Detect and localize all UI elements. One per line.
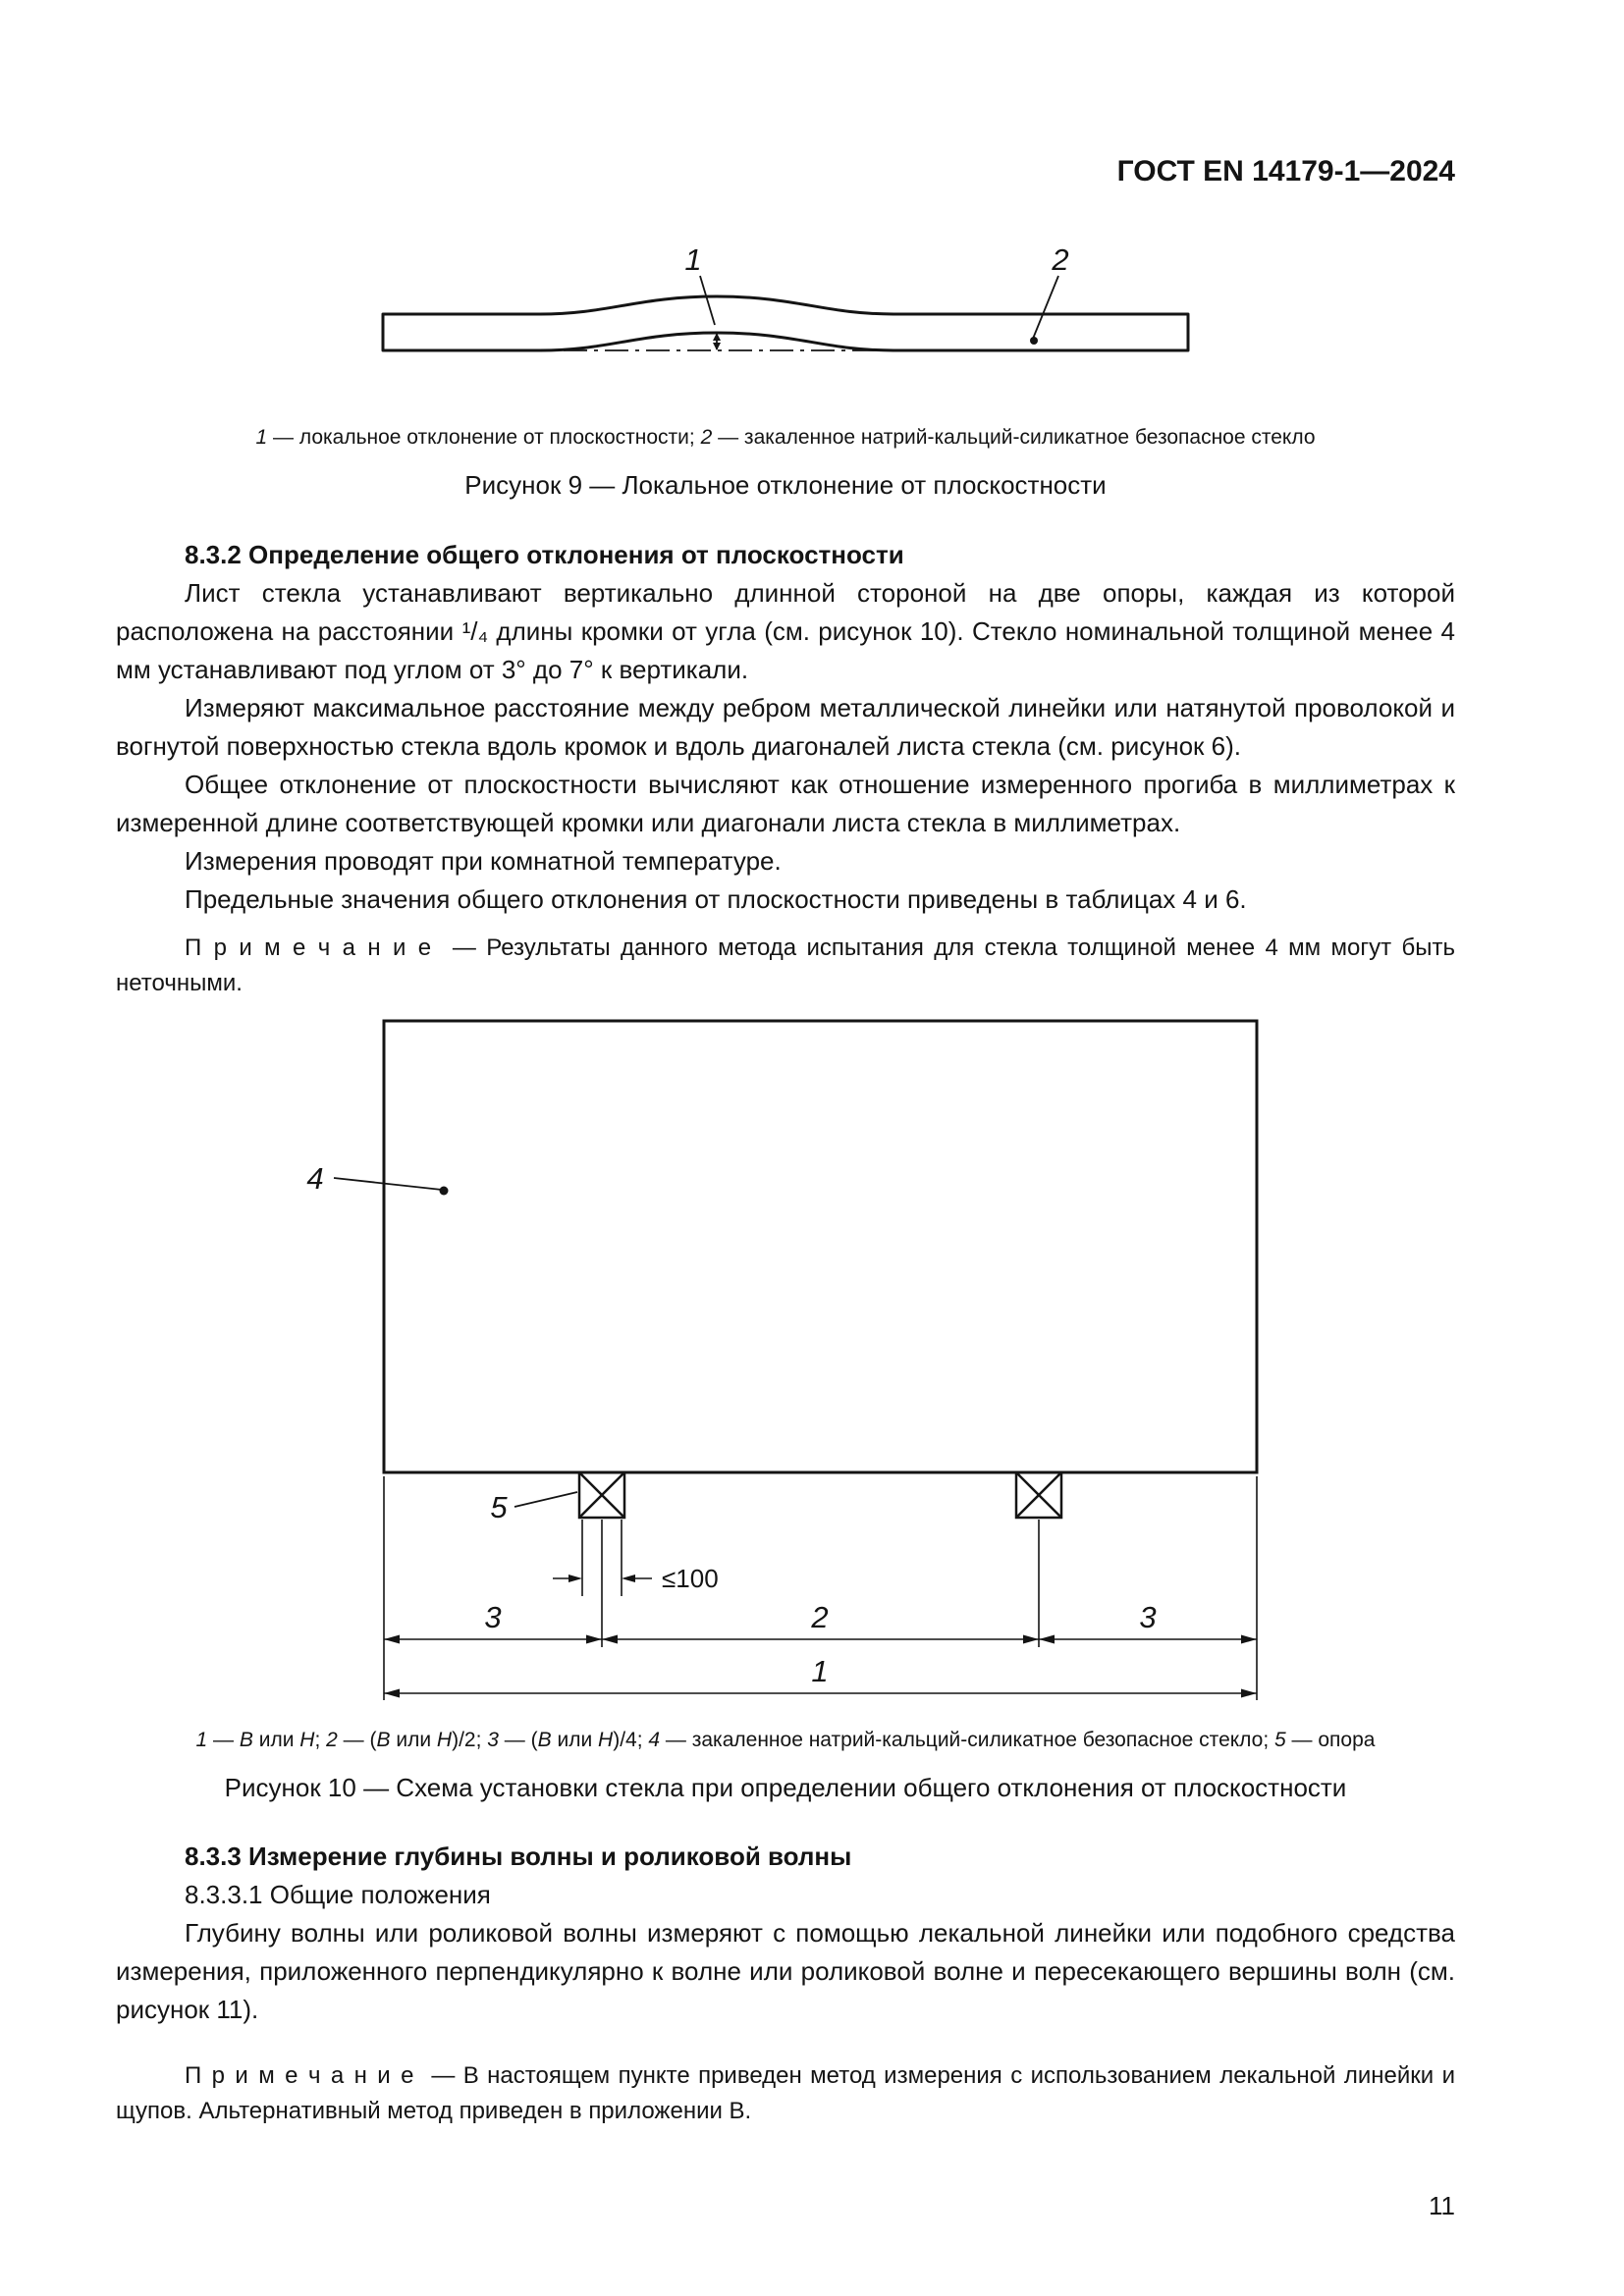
figure-10 (116, 1011, 1455, 1803)
section-8-3-3 (116, 1838, 1455, 2129)
leader-dot-4 (440, 1187, 449, 1196)
figure-10-caption: 1 — В или Н; 2 — (В или Н)/2; 3 — (В или Н)/4; 4 — закаленное натрий-кальций-силикатное безопасное стекло; 5 — опора (195, 1729, 1376, 1751)
section-8-3-2-heading: 8.3.2 Определение общего отклонения от плоскостности (185, 540, 904, 569)
section-8-3-3-heading: 8.3.3 Измерение глубины волны и роликовой волны (185, 1842, 852, 1871)
paragraph: Предельные значения общего отклонения от плоскостности приведены в таблицах 4 и 6. (185, 884, 1247, 914)
support-left (579, 1472, 624, 1518)
figure-9-title: Рисунок 9 — Локальное отклонение от плоскостности (464, 470, 1107, 500)
deviation-arrowhead-bottom (713, 343, 721, 350)
figure-10-drawing (116, 1011, 1455, 1710)
paragraph: Измерения проводят при комнатной температуре. (185, 846, 782, 876)
note-label: П р и м е ч а н и е (185, 934, 433, 961)
note (116, 2058, 1455, 2129)
section-8-3-2 (116, 536, 1455, 1001)
paragraph: Измеряют максимальное расстояние между ребром металлической линейки или натянутой проволокой и вогнутой поверхностью стекла вдоль кромок и вдоль диагоналей листа стекла (см. рисунок 6). (116, 693, 1455, 761)
paragraph: Лист стекла устанавливают вертикально длинной стороной на две опоры, каждая из которой расположена на расстоянии ¹/₄ длины кромки от угла (см. рисунок 10). Стекло номинальной толщиной менее 4 мм устанавливают под углом от 3° до 7° к вертикали. (116, 578, 1455, 684)
fig10-dim-half: 2 (811, 1600, 829, 1634)
paragraph: Глубину волны или роликовой волны измеряют с помощью лекальной линейки или подобного средства измерения, приложенного перпендикулярно к волне или роликовой волне и пересекающего вершины волн (см. рисунок 11). (116, 1918, 1455, 2024)
note-text: — В настоящем пункте приведен метод измерения с использованием лекальной линейки и щупов. Альтернативный метод приведен в приложении В. (116, 2062, 1455, 2124)
fig10-dim-quarter-left: 3 (484, 1600, 502, 1634)
glass-cross-section (383, 296, 1188, 350)
leader-line-4 (334, 1178, 442, 1190)
fig9-label-glass: 2 (1052, 242, 1069, 277)
leader-dot-2 (1030, 337, 1038, 345)
dimension-row-quarters (384, 1600, 1257, 1644)
paragraph: Общее отклонение от плоскостности вычисляют как отношение измеренного прогиба в миллиметрах к измеренной длине соответствующей кромки или диагонали листа стекла в миллиметрах. (116, 770, 1455, 837)
tolerance-dimension (553, 1564, 719, 1593)
support-right (1016, 1472, 1061, 1518)
fig10-label-tolerance: ≤100 (662, 1564, 719, 1593)
document-title: ГОСТ EN 14179-1—2024 (1116, 155, 1455, 187)
dimension-row-total (384, 1654, 1257, 1698)
figure-9-caption: 1 — локальное отклонение от плоскостности; 2 — закаленное натрий-кальций-силикатное безопасное стекло (255, 426, 1316, 449)
fig10-dim-quarter-right: 3 (1139, 1600, 1157, 1634)
note (116, 931, 1455, 1001)
fig10-label-glass: 4 (306, 1161, 324, 1196)
section-8-3-3-1-heading: 8.3.3.1 Общие положения (185, 1880, 491, 1909)
glass-sheet (384, 1021, 1257, 1472)
page-number: 11 (1429, 2191, 1455, 2220)
note-text: — Результаты данного метода испытания для стекла толщиной менее 4 мм могут быть неточными. (116, 934, 1455, 996)
figure-9-drawing (116, 221, 1455, 407)
fig10-label-support: 5 (490, 1490, 508, 1524)
figure-9 (116, 221, 1455, 501)
figure-10-title: Рисунок 10 — Схема установки стекла при определении общего отклонения от плоскостности (224, 1773, 1347, 1802)
leader-line-5 (514, 1492, 577, 1507)
fig10-dim-total: 1 (811, 1654, 829, 1688)
note-label: П р и м е ч а н и е (185, 2062, 415, 2089)
fig9-label-deviation: 1 (684, 242, 702, 277)
